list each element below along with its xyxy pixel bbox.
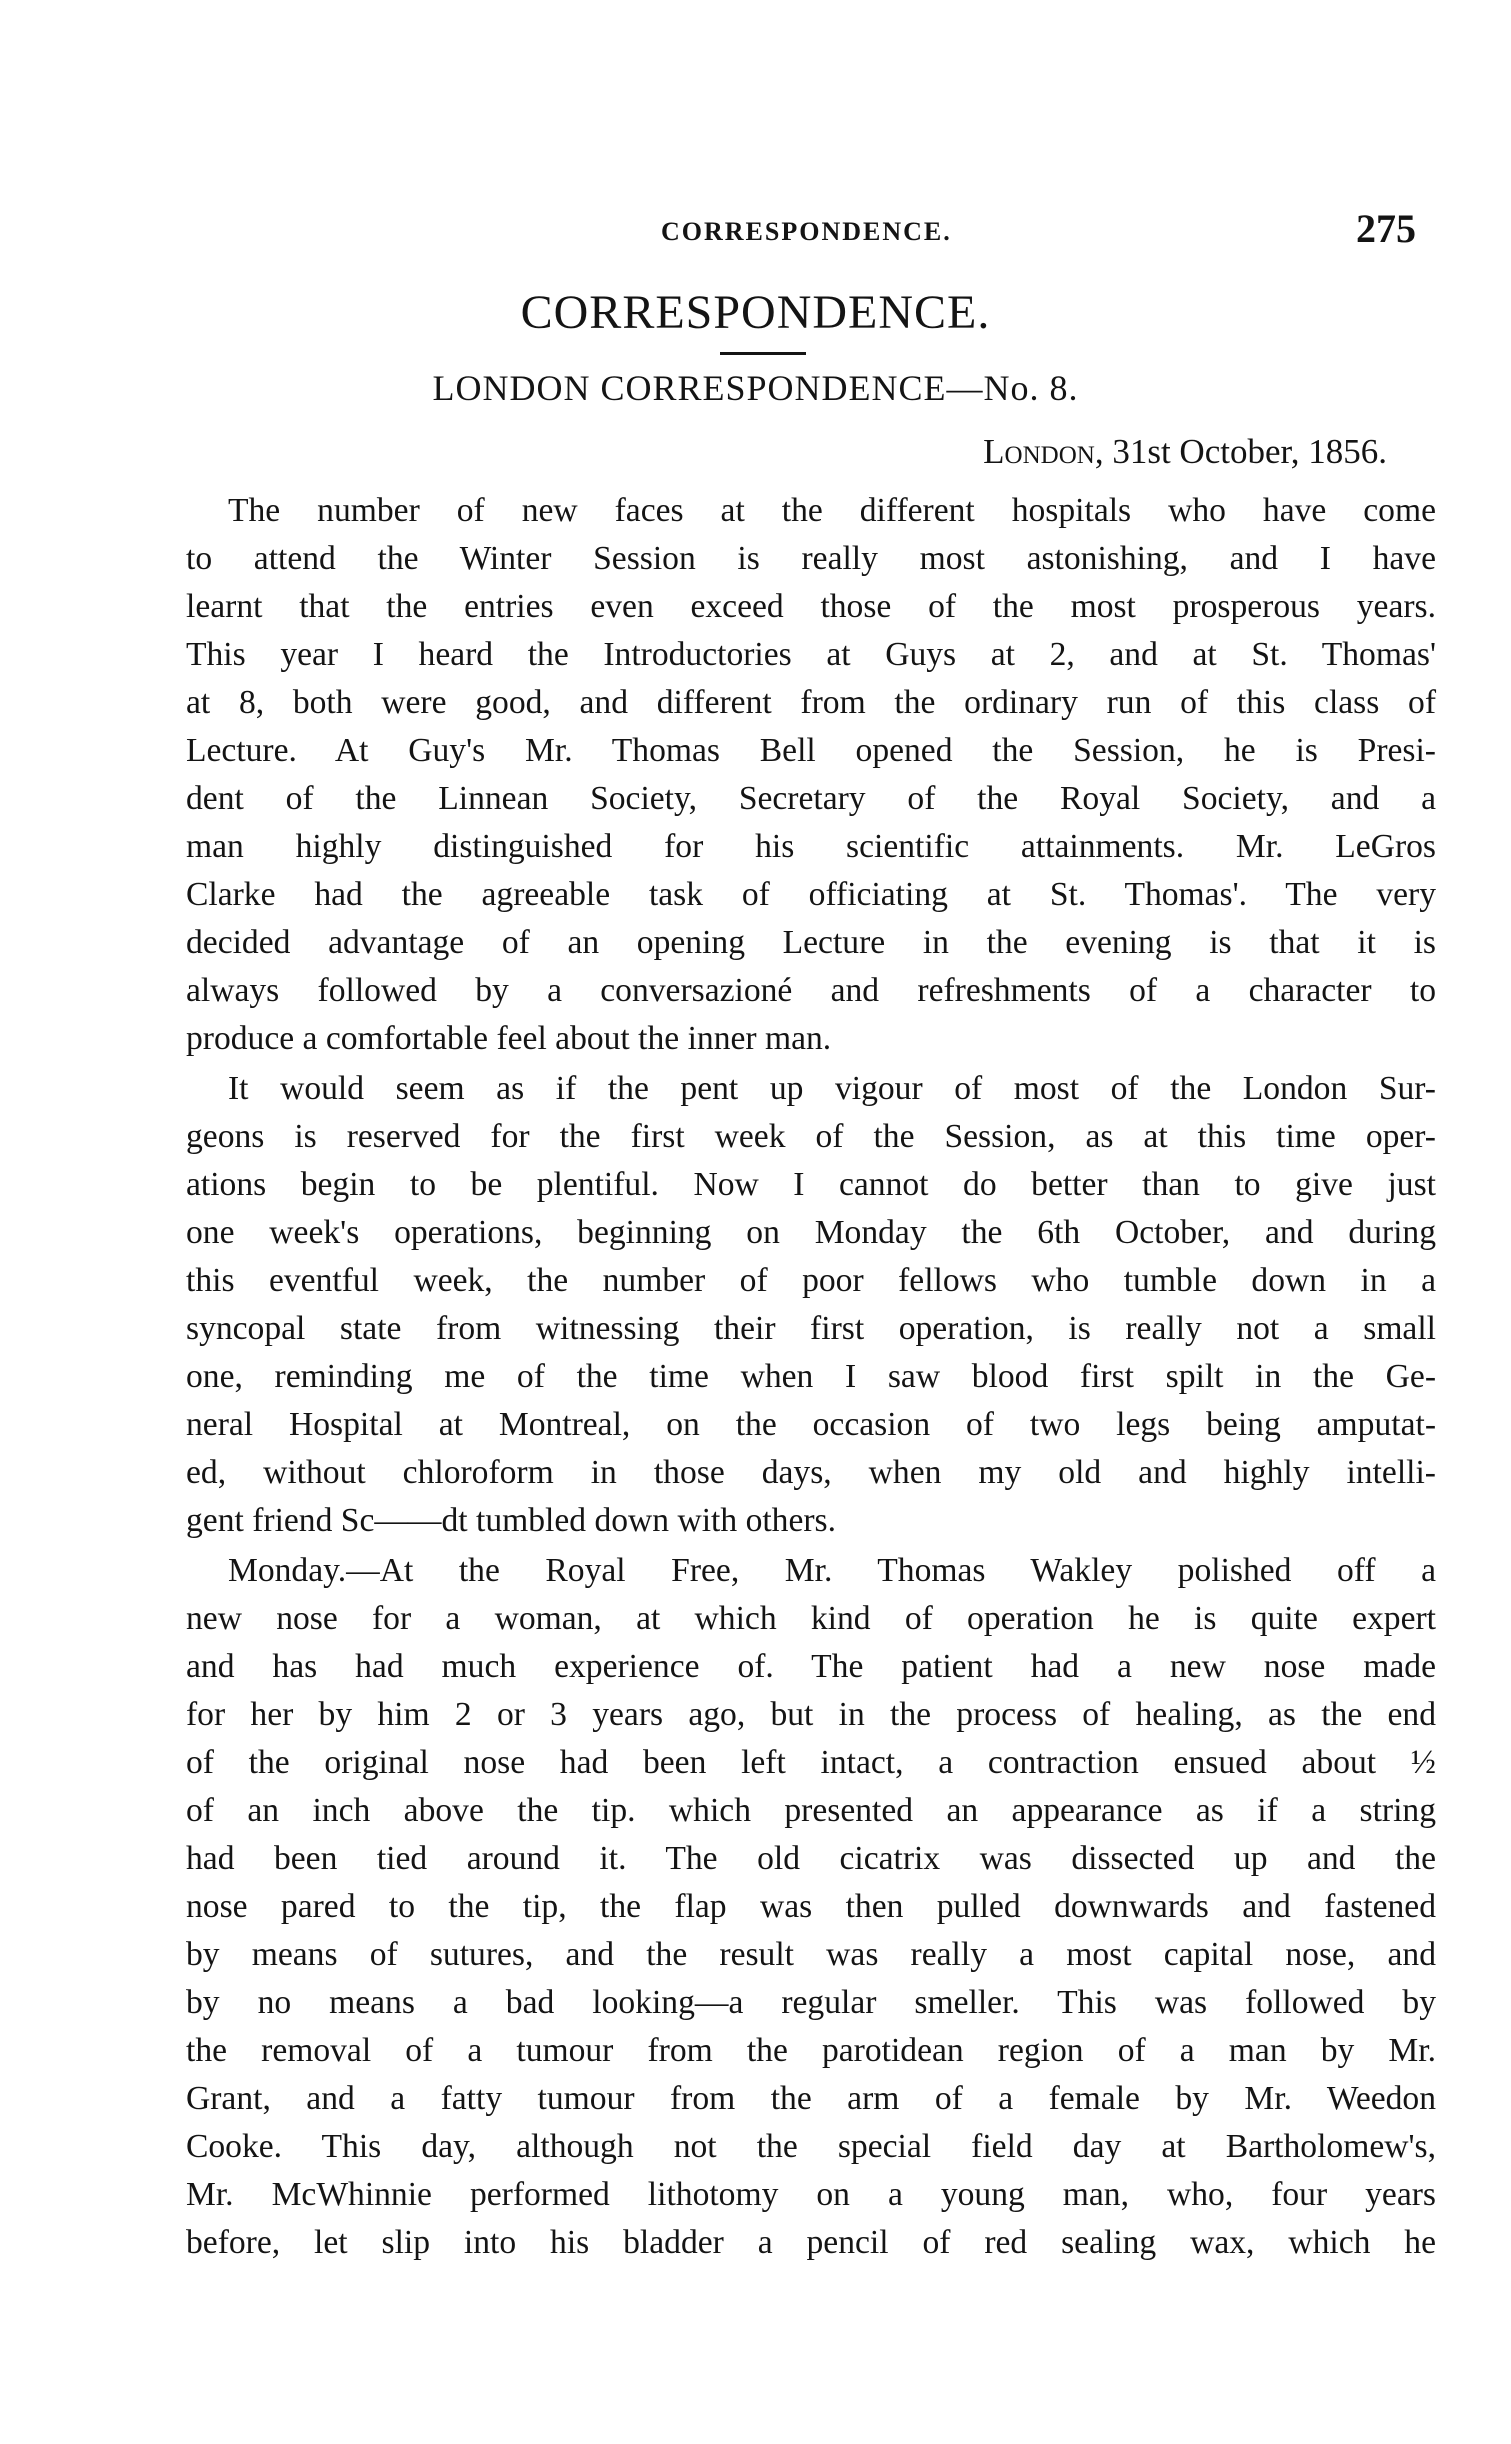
text-line: new nose for a woman, at which kind of operation he is quite expert	[186, 1600, 1436, 1637]
text-line: at 8, both were good, and different from the ordinary run of this class of	[186, 684, 1436, 721]
text-line: This year I heard the Introductories at Guys at 2, and at St. Thomas'	[186, 636, 1436, 673]
text-line: dent of the Linnean Society, Secretary of the Royal Society, and a	[186, 780, 1436, 817]
text-line: by no means a bad looking—a regular smeller. This was followed by	[186, 1984, 1436, 2021]
text-line: neral Hospital at Montreal, on the occasion of two legs being amputat-	[186, 1406, 1436, 1443]
text-line: decided advantage of an opening Lecture in the evening is that it is	[186, 924, 1436, 961]
text-line: Lecture. At Guy's Mr. Thomas Bell opened the Session, he is Presi-	[186, 732, 1436, 769]
paragraph	[186, 1547, 1436, 2267]
text-line: It would seem as if the pent up vigour of most of the London Sur-	[228, 1070, 1436, 1107]
text-line: syncopal state from witnessing their first operation, is really not a small	[186, 1310, 1436, 1347]
text-line: learnt that the entries even exceed those of the most prosperous years.	[186, 588, 1436, 625]
dateline-place: London	[983, 432, 1095, 471]
running-head	[186, 205, 1436, 265]
text-line: Clarke had the agreeable task of officiating at St. Thomas'. The very	[186, 876, 1436, 913]
text-line: geons is reserved for the first week of the Session, as at this time oper-	[186, 1118, 1436, 1155]
text-line: man highly distinguished for his scientific attainments. Mr. LeGros	[186, 828, 1436, 865]
text-line: for her by him 2 or 3 years ago, but in the process of healing, as the end	[186, 1696, 1436, 1733]
text-line: and has had much experience of. The patient had a new nose made	[186, 1648, 1436, 1685]
text-line: one, reminding me of the time when I saw blood first spilt in the Ge-	[186, 1358, 1436, 1395]
text-line: ed, without chloroform in those days, when my old and highly intelli-	[186, 1454, 1436, 1491]
text-line: Cooke. This day, although not the special field day at Bartholomew's,	[186, 2128, 1436, 2165]
text-line: The number of new faces at the different hospitals who have come	[228, 492, 1436, 529]
dateline-date: , 31st October, 1856.	[1094, 432, 1387, 471]
text-line: ations begin to be plentiful. Now I cannot do better than to give just	[186, 1166, 1436, 1203]
running-title: CORRESPONDENCE.	[661, 217, 952, 246]
page-title: CORRESPONDENCE.	[520, 286, 991, 339]
title-divider	[720, 352, 806, 355]
paragraph	[186, 1065, 1436, 1545]
body-text	[186, 487, 1436, 2267]
text-line: had been tied around it. The old cicatrix was dissected up and the	[186, 1840, 1436, 1877]
text-line: by means of sutures, and the result was really a most capital nose, and	[186, 1936, 1436, 1973]
text-line: nose pared to the tip, the flap was then pulled downwards and fastened	[186, 1888, 1436, 1925]
text-line: of an inch above the tip. which presented an appearance as if a string	[186, 1792, 1436, 1829]
text-line: Monday.—At the Royal Free, Mr. Thomas Wakley polished off a	[228, 1552, 1436, 1589]
text-line: always followed by a conversazioné and refreshments of a character to	[186, 972, 1436, 1009]
text-line: one week's operations, beginning on Monday the 6th October, and during	[186, 1214, 1436, 1251]
page-number: 275	[1356, 206, 1416, 251]
text-line: Mr. McWhinnie performed lithotomy on a young man, who, four years	[186, 2176, 1436, 2213]
dateline	[983, 432, 1387, 472]
text-line: produce a comfortable feel about the inner man.	[186, 1020, 832, 1057]
text-line: this eventful week, the number of poor fellows who tumble down in a	[186, 1262, 1436, 1299]
text-line: of the original nose had been left intact, a contraction ensued about ½	[186, 1744, 1436, 1781]
text-line: to attend the Winter Session is really most astonishing, and I have	[186, 540, 1436, 577]
text-line: gent friend Sc——dt tumbled down with others.	[186, 1502, 837, 1539]
paragraph	[186, 487, 1436, 1063]
section-subtitle: LONDON CORRESPONDENCE—No. 8.	[432, 368, 1079, 408]
text-line: the removal of a tumour from the parotidean region of a man by Mr.	[186, 2032, 1436, 2069]
text-line: Grant, and a fatty tumour from the arm of a female by Mr. Weedon	[186, 2080, 1436, 2117]
text-line: before, let slip into his bladder a pencil of red sealing wax, which he	[186, 2224, 1436, 2261]
